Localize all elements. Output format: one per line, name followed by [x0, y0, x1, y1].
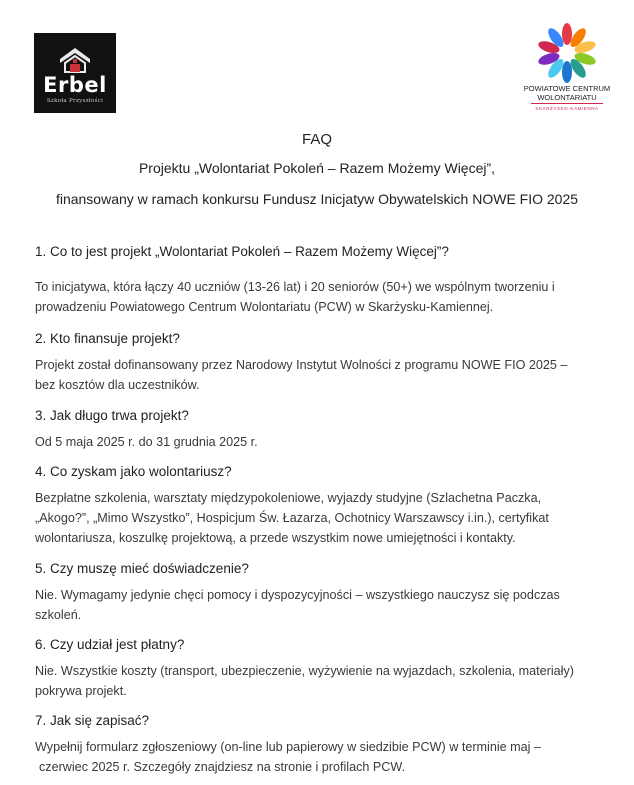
faq-answer-line: szkoleń. — [35, 608, 82, 622]
faq-list — [35, 242, 610, 777]
faq-answer-line: To inicjatywa, która łączy 40 uczniów (13-26 lat) i 20 seniorów (50+) we wspólnym tworzeniu i — [35, 280, 555, 294]
faq-item — [35, 711, 610, 777]
faq-item — [35, 329, 610, 406]
erbel-logo — [34, 33, 116, 113]
pcw-logo-line2: WOLONTARIATU — [537, 93, 597, 102]
pcw-logo-line3: SKARŻYSKO-KAMIENNA — [535, 106, 599, 111]
page-subtitle-2: finansowany w ramach konkursu Fundusz Inicjatyw Obywatelskich NOWE FIO 2025 — [55, 191, 579, 207]
faq-question: 1. Co to jest projekt „Wolontariat Pokoleń – Razem Możemy Więcej”? — [35, 244, 449, 259]
faq-question: 7. Jak się zapisać? — [35, 713, 150, 728]
pcw-logo — [521, 20, 613, 125]
faq-answer-line: Od 5 maja 2025 r. do 31 grudnia 2025 r. — [35, 435, 258, 449]
erbel-brand-text: Erbel — [43, 73, 107, 97]
faq-item — [35, 559, 610, 635]
faq-answer-line: „Akogo?”, „Mimo Wszystko”, Hospicjum Św. Łazarza, Ochotnicy Warszawscy i.in.), certyfikat — [35, 511, 549, 525]
faq-answer-line: wolontariusza, koszulkę projektową, a przede wszystkim nowe umiejętności i kontakty. — [35, 531, 516, 545]
faq-answer-line: Projekt został dofinansowany przez Narodowy Instytut Wolności z programu NOWE FIO 2025 – — [35, 358, 568, 372]
pcw-logo-line1: POWIATOWE CENTRUM — [523, 84, 611, 93]
erbel-building-icon — [56, 45, 94, 75]
faq-question: 2. Kto finansuje projekt? — [35, 331, 180, 346]
erbel-subtitle: Szkoła Przyszłości — [46, 98, 104, 104]
faq-item — [35, 635, 610, 711]
faq-question: 4. Co zyskam jako wolontariusz? — [35, 464, 232, 479]
faq-question: 6. Czy udział jest płatny? — [35, 637, 185, 652]
faq-answer-line: Nie. Wymagamy jedynie chęci pomocy i dyspozycyjności – wszystkiego nauczysz się podczas — [35, 588, 560, 602]
page-title: FAQ — [301, 131, 332, 148]
faq-answer-line: Wypełnij formularz zgłoszeniowy (on-line lub papierowy w siedzibie PCW) w terminie maj – — [35, 740, 541, 754]
faq-answer-line: pokrywa projekt. — [35, 684, 127, 698]
faq-item — [35, 242, 610, 329]
faq-item — [35, 462, 610, 559]
hands-circle-icon — [532, 20, 602, 84]
faq-answer-line: czerwiec 2025 r. Szczegóły znajdziesz na stronie i profilach PCW. — [39, 760, 406, 774]
faq-question: 3. Jak długo trwa projekt? — [35, 408, 189, 423]
faq-answer-line: Bezpłatne szkolenia, warsztaty międzypokoleniowe, wyjazdy studyjne (Szlachetna Paczka, — [35, 491, 542, 505]
pcw-logo-divider — [531, 103, 603, 104]
faq-answer-line: Nie. Wszystkie koszty (transport, ubezpieczenie, wyżywienie na wyjazdach, szkolenia, materiały) — [35, 664, 574, 678]
page-subtitle-1: Projektu „Wolontariat Pokoleń – Razem Możemy Więcej”, — [138, 160, 496, 176]
faq-answer-line: bez kosztów dla uczestników. — [35, 378, 200, 392]
faq-item — [35, 406, 610, 462]
faq-question: 5. Czy muszę mieć doświadczenie? — [35, 561, 249, 576]
faq-answer-line: prowadzeniu Powiatowego Centrum Wolontariatu (PCW) w Skarżysku-Kamiennej. — [35, 300, 494, 314]
